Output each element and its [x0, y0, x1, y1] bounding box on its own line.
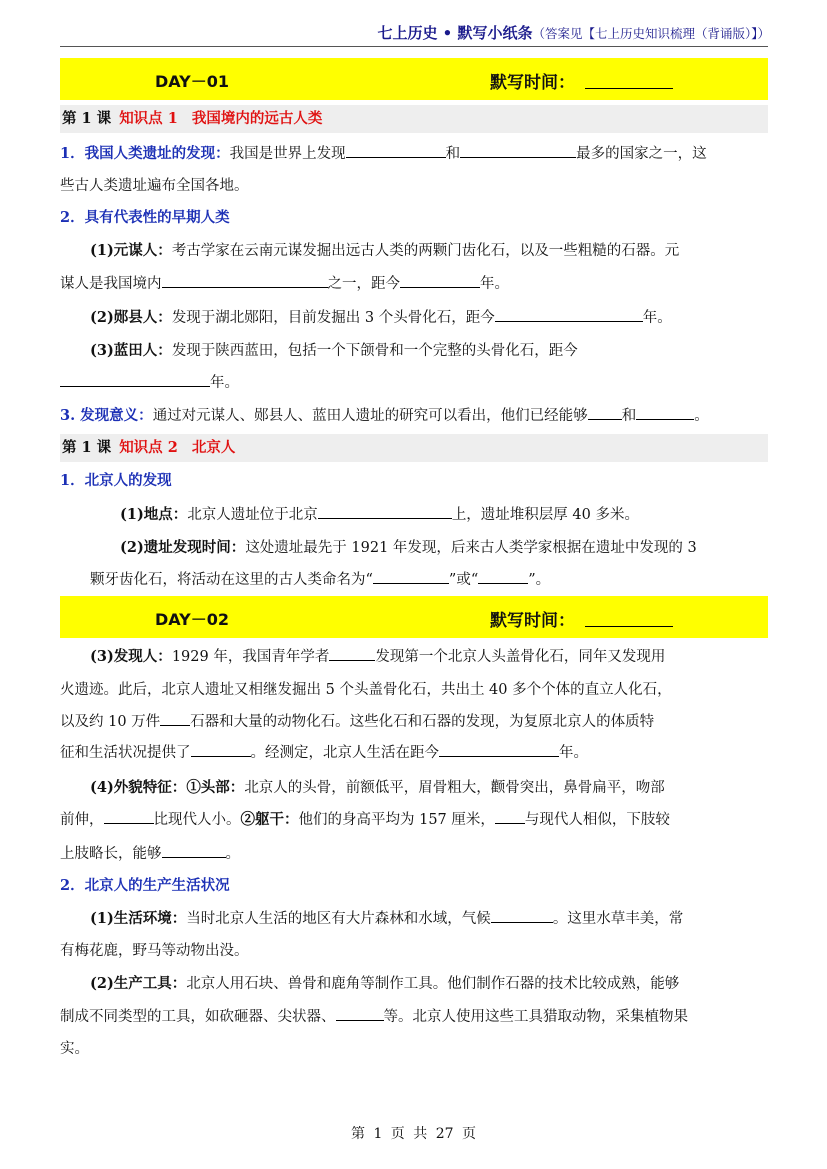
text: 北京人的头骨，前额低平，眉骨粗大，颧骨突出，鼻骨扁平，吻部 [244, 780, 665, 796]
section-heading: 2．具有代表性的早期人类 [60, 209, 230, 226]
paragraph-line [90, 307, 800, 329]
text: 火遗迹。此后，北京人遗址又相继发掘出 5 个头盖骨化石，共出土 40 多个个体的直立人化石， [60, 682, 672, 698]
text: 发现第一个北京人头盖骨化石，同年又发现用 [375, 649, 666, 665]
fill-blank[interactable] [491, 908, 553, 923]
fill-blank[interactable] [104, 809, 154, 824]
paragraph-line [60, 875, 770, 897]
paragraph-line [60, 940, 770, 962]
fill-blank[interactable] [60, 372, 210, 387]
page-header [320, 22, 770, 43]
text: 颗牙齿化石，将活动在这里的古人类命名为“ [90, 572, 373, 588]
text: 些古人类遗址遍布全国各地。 [60, 178, 249, 194]
text: 之一，距今 [327, 276, 400, 292]
page-footer: 第 1 页 共 27 页 [351, 1126, 476, 1142]
text: 北京人用石块、兽骨和鹿角等制作工具。他们制作石器的技术比较成熟，能够 [186, 976, 680, 992]
text: 1929 年，我国青年学者 [171, 649, 330, 665]
subsection-heading: (4)外貌特征： [90, 779, 187, 796]
text: 实。 [60, 1041, 89, 1057]
subsection-heading: (2)生产工具： [90, 975, 187, 992]
header-divider [60, 46, 768, 47]
paragraph-line [60, 1038, 770, 1060]
fill-blank[interactable] [191, 742, 251, 757]
text: 上肢略长，能够 [60, 846, 162, 862]
text: 上，遗址堆积层厚 40 多米。 [451, 507, 639, 523]
subsection-heading: (1)生活环境： [90, 910, 187, 927]
text: 年。 [210, 375, 239, 391]
text: 以及约 10 万件 [60, 714, 161, 730]
text: 与现代人相似，下肢较 [524, 812, 670, 828]
paragraph-line [90, 777, 800, 799]
text: 。这里水草丰美，常 [552, 911, 684, 927]
text: ”或“ [448, 572, 479, 588]
text: 考古学家在云南元谋发掘出远古人类的两颗门齿化石，以及一些粗糙的石器。元 [171, 243, 680, 259]
subsection-heading: (2)郧县人： [90, 309, 172, 326]
text: 前伸， [60, 812, 104, 828]
paragraph-line [90, 569, 800, 591]
paragraph-line [90, 646, 800, 668]
paragraph-line [60, 843, 770, 865]
knowledge-point-label: 知识点 1 [119, 110, 178, 127]
paragraph-line [60, 711, 770, 733]
paragraph-line [60, 1006, 770, 1028]
text: 有梅花鹿，野马等动物出没。 [60, 943, 249, 959]
section-heading: 1．北京人的发现 [60, 472, 172, 489]
day-01-bar [60, 58, 768, 100]
fill-blank[interactable] [495, 307, 643, 322]
subsection-heading: (1)地点： [120, 506, 188, 523]
dictation-time-label: 默写时间： [490, 73, 575, 93]
text: 发现于陕西蓝田，包括一个下颌骨和一个完整的头骨化石，距今 [171, 343, 578, 359]
section-heading: 3. 发现意义： [60, 407, 153, 424]
paragraph-line [60, 143, 770, 165]
topic-bar-1 [60, 105, 768, 133]
day-label: DAY－01 [155, 72, 229, 91]
text: 。经测定，北京人生活在距今 [250, 745, 439, 761]
text: 通过对元谋人、郧县人、蓝田人遗址的研究可以看出，他们已经能够 [152, 408, 588, 424]
text: 他们的身高平均为 157 厘米， [298, 812, 495, 828]
text: 征和生活状况提供了 [60, 745, 191, 761]
fill-blank[interactable] [460, 143, 576, 158]
paragraph-line [90, 973, 800, 995]
lesson-label: 第 1 课 [62, 110, 112, 127]
fill-blank[interactable] [336, 1006, 384, 1021]
fill-blank[interactable] [588, 405, 622, 420]
section-heading: 2．北京人的生产生活状况 [60, 877, 230, 894]
paragraph-line [60, 405, 770, 427]
paragraph-line [60, 809, 770, 831]
text: 年。 [480, 276, 509, 292]
text: 年。 [559, 745, 588, 761]
subsection-heading: ①头部： [186, 779, 245, 796]
dictation-time-blank[interactable] [585, 626, 673, 627]
header-title: 七上历史 • 默写小纸条 [377, 24, 533, 42]
paragraph-line [120, 504, 827, 526]
text: 等。北京人使用这些工具猎取动物，采集植物果 [383, 1009, 688, 1025]
section-heading: 1．我国人类遗址的发现： [60, 145, 230, 162]
text: 发现于湖北郧阳，目前发掘出 3 个头骨化石，距今 [171, 310, 495, 326]
text: 谋人是我国境内 [60, 276, 162, 292]
paragraph-line [90, 340, 800, 362]
text: 和 [445, 146, 461, 162]
fill-blank[interactable] [400, 273, 480, 288]
subsection-heading: ②躯干： [240, 811, 299, 828]
text: 当时北京人生活的地区有大片森林和水域，气候 [186, 911, 491, 927]
knowledge-point-label: 知识点 2 [119, 439, 178, 456]
header-note: （答案见【七上历史知识梳理（背诵版）】） [532, 26, 770, 41]
paragraph-line [60, 175, 770, 197]
paragraph-line [60, 679, 770, 701]
subsection-heading: (2)遗址发现时间： [120, 539, 246, 556]
fill-blank[interactable] [162, 273, 328, 288]
fill-blank[interactable] [495, 809, 525, 824]
paragraph-line [90, 240, 800, 262]
paragraph-line [120, 537, 827, 559]
paragraph-line [60, 742, 770, 764]
paragraph-line [60, 273, 770, 295]
fill-blank[interactable] [160, 711, 190, 726]
text: 年。 [642, 310, 672, 326]
paragraph-line [60, 207, 770, 229]
knowledge-point-title: 我国境内的远古人类 [191, 110, 323, 127]
fill-blank[interactable] [439, 742, 559, 757]
text: 北京人遗址位于北京 [187, 507, 318, 523]
text: 我国是世界上发现 [229, 146, 346, 162]
text: 和 [621, 408, 637, 424]
lesson-label: 第 1 课 [62, 439, 112, 456]
knowledge-point-title: 北京人 [191, 439, 236, 456]
text: 比现代人小。 [153, 812, 241, 828]
fill-blank[interactable] [373, 569, 449, 584]
text: 。 [225, 846, 240, 862]
subsection-heading: (1)元谋人： [90, 242, 172, 259]
text: 石器和大量的动物化石。这些化石和石器的发现，为复原北京人的体质特 [190, 714, 655, 730]
paragraph-line [60, 372, 770, 394]
topic-bar-2 [60, 434, 768, 462]
day-label: DAY－02 [155, 610, 229, 629]
fill-blank[interactable] [329, 646, 375, 661]
subsection-heading: (3)蓝田人： [90, 342, 172, 359]
fill-blank[interactable] [636, 405, 694, 420]
fill-blank[interactable] [162, 843, 226, 858]
fill-blank[interactable] [346, 143, 446, 158]
day-02-bar [60, 596, 768, 638]
fill-blank[interactable] [318, 504, 452, 519]
dictation-time-label: 默写时间： [490, 611, 575, 631]
text: 。 [694, 408, 709, 424]
subsection-heading: (3)发现人： [90, 648, 172, 665]
paragraph-line [90, 908, 800, 930]
paragraph-line [60, 470, 770, 492]
fill-blank[interactable] [478, 569, 528, 584]
text: 最多的国家之一，这 [576, 146, 707, 162]
text: 这处遗址最先于 1921 年发现，后来古人类学家根据在遗址中发现的 3 [245, 540, 697, 556]
text: 制成不同类型的工具，如砍砸器、尖状器、 [60, 1009, 336, 1025]
dictation-time-blank[interactable] [585, 88, 673, 89]
text: ”。 [528, 572, 551, 588]
